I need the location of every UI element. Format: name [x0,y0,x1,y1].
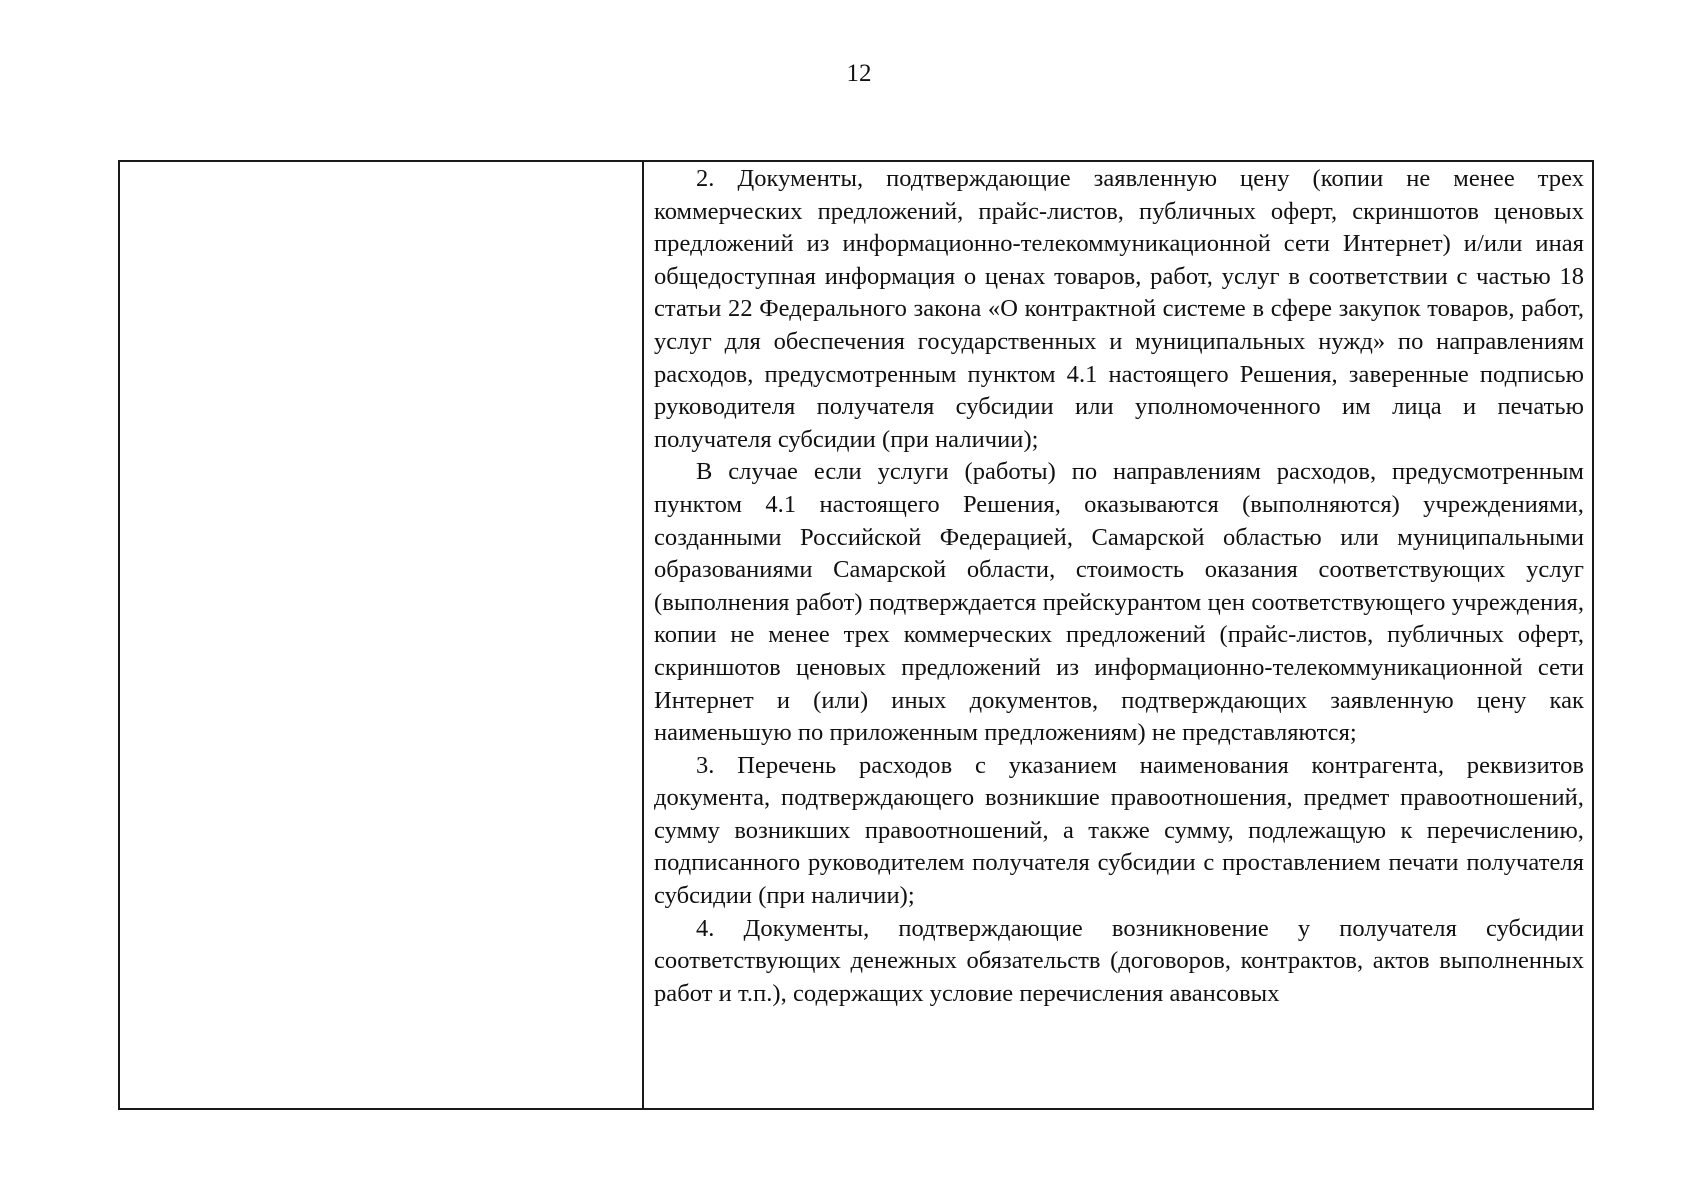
table-right-cell [644,162,1592,1108]
table-left-cell [120,162,644,1108]
paragraph-item-4: 4. Документы, подтверждающие возникновение у получателя субсидии соответствующих денежных обязательств (договоров, контрактов, актов выполненных работ и т.п.), содержащих условие перечисления авансовых [654,914,1584,1007]
document-table [118,160,1594,1110]
paragraph-item-2: 2. Документы, подтверждающие заявленную цену (копии не менее трех коммерческих предложений, прайс-листов, публичных оферт, скриншотов ценовых предложений из информационно-телекоммуникационной сети Интернет) и/или иная общедоступная информация о ценах товаров, работ, услуг в соответствии с частью 18 статьи 22 Федерального закона «О контрактной системе в сфере закупок товаров, работ, услуг для обеспечения государственных и муниципальных нужд» по направлениям расходов, предусмотренным пунктом 4.1 настоящего Решения, заверенные подписью руководителя получателя субсидии или уполномоченного им лица и печатью получателя субсидии (при наличии); [654,165,1584,453]
paragraph-exception: В случае если услуги (работы) по направлениям расходов, предусмотренным пунктом 4.1 настоящего Решения, оказываются (выполняются) учреждениями, созданными Российской Федерацией, Самарской областью или муниципальными образованиями Самарской области, стоимость оказания соответствующих услуг (выполнения работ) подтверждается прейскурантом цен соответствующего учреждения, копии не менее трех коммерческих предложений (прайс-листов, публичных оферт, скриншотов ценовых предложений из информационно-телекоммуникационной сети Интернет и (или) иных документов, подтверждающих заявленную цену как наименьшую по приложенным предложениям) не представляются; [654,458,1584,747]
paragraph-item-3: 3. Перечень расходов с указанием наименования контрагента, реквизитов документа, подтверждающего возникшие правоотношения, предмет правоотношений, сумму возникших правоотношений, а также сумму, подлежащую к перечислению, подписанного руководителем получателя субсидии с проставлением печати получателя субсидии (при наличии); [654,751,1584,910]
page-number: 12 [846,60,872,87]
